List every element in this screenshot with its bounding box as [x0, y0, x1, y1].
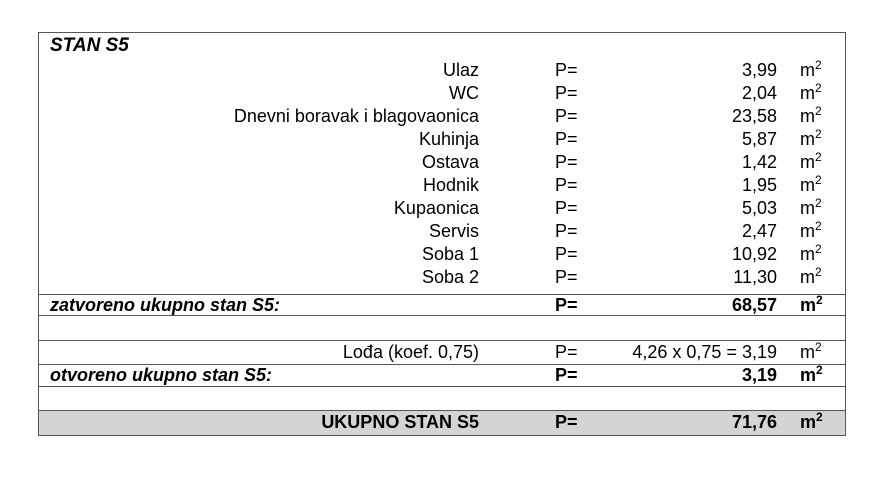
room-row [39, 105, 845, 128]
loggia-unit: $m^2$ [800, 340, 822, 362]
room-value: 2,47 [741, 221, 777, 241]
room-unit: $m^2$ [800, 150, 822, 172]
room-name: Ulaz [442, 60, 479, 80]
room-value: 1,42 [741, 152, 777, 172]
room-p: P= [555, 83, 578, 103]
open-total-unit: $m^2$ [800, 363, 823, 385]
area-table [38, 32, 846, 436]
room-p: P= [555, 60, 578, 80]
loggia-name: Lođa (koef. 0,75) [342, 342, 479, 362]
room-value: 23,58 [731, 106, 777, 126]
room-row [39, 220, 845, 243]
room-name: WC [449, 83, 479, 103]
grand-total-value: 71,76 [731, 412, 777, 432]
room-unit: $m^2$ [800, 173, 822, 195]
room-name: Soba 1 [421, 244, 479, 264]
room-p: P= [555, 175, 578, 195]
room-unit: $m^2$ [800, 265, 822, 287]
loggia-row [38, 341, 846, 365]
room-unit: $m^2$ [800, 58, 822, 80]
room-name: Servis [428, 221, 479, 241]
room-row [39, 197, 845, 220]
room-value: 1,95 [741, 175, 777, 195]
grand-total-p: P= [555, 412, 578, 432]
grand-total-label: UKUPNO STAN S5 [321, 412, 479, 432]
grand-total-unit: $m^2$ [800, 410, 823, 432]
room-row [39, 59, 845, 82]
room-row [39, 128, 845, 151]
room-row [39, 82, 845, 105]
closed-total-unit: $m^2$ [800, 293, 823, 315]
rooms-list [39, 59, 845, 289]
room-p: P= [555, 152, 578, 172]
room-row [39, 174, 845, 197]
room-unit: $m^2$ [800, 81, 822, 103]
room-name: Dnevni boravak i blagovaonica [233, 106, 479, 126]
room-row [39, 151, 845, 174]
room-unit: $m^2$ [800, 196, 822, 218]
rooms-block [38, 32, 846, 294]
room-value: 11,30 [733, 267, 777, 287]
closed-total-value: 68,57 [731, 295, 777, 315]
closed-total-label: zatvoreno ukupno stan S5: [50, 295, 281, 315]
spacer-row [38, 316, 846, 341]
room-value: 10,92 [731, 244, 777, 264]
room-p: P= [555, 221, 578, 241]
room-name: Kuhinja [418, 129, 479, 149]
room-name: Ostava [421, 152, 479, 172]
open-total-p: P= [555, 365, 578, 385]
loggia-value: 4,26 x 0,75 = 3,19 [632, 342, 777, 362]
room-p: P= [555, 106, 578, 126]
room-row [39, 266, 845, 289]
room-value: 2,04 [741, 83, 777, 103]
room-value: 5,87 [741, 129, 777, 149]
room-name: Hodnik [422, 175, 479, 195]
open-total-label: otvoreno ukupno stan S5: [50, 365, 273, 385]
room-unit: $m^2$ [800, 104, 822, 126]
room-p: P= [555, 198, 578, 218]
room-p: P= [555, 267, 578, 287]
spacer-row-2 [38, 387, 846, 411]
open-total-row [38, 365, 846, 387]
room-name: Kupaonica [393, 198, 479, 218]
room-p: P= [555, 244, 578, 264]
room-row [39, 243, 845, 266]
room-unit: $m^2$ [800, 242, 822, 264]
room-name: Soba 2 [421, 267, 479, 287]
open-total-value: 3,19 [741, 365, 777, 385]
loggia-p: P= [555, 342, 578, 362]
room-p: P= [555, 129, 578, 149]
room-value: 5,03 [741, 198, 777, 218]
room-value: 3,99 [741, 60, 777, 80]
room-unit: $m^2$ [800, 219, 822, 241]
grand-total-row [38, 411, 846, 436]
room-unit: $m^2$ [800, 127, 822, 149]
table-title: STAN S5 [50, 35, 129, 56]
closed-total-row [38, 294, 846, 316]
closed-total-p: P= [555, 295, 578, 315]
